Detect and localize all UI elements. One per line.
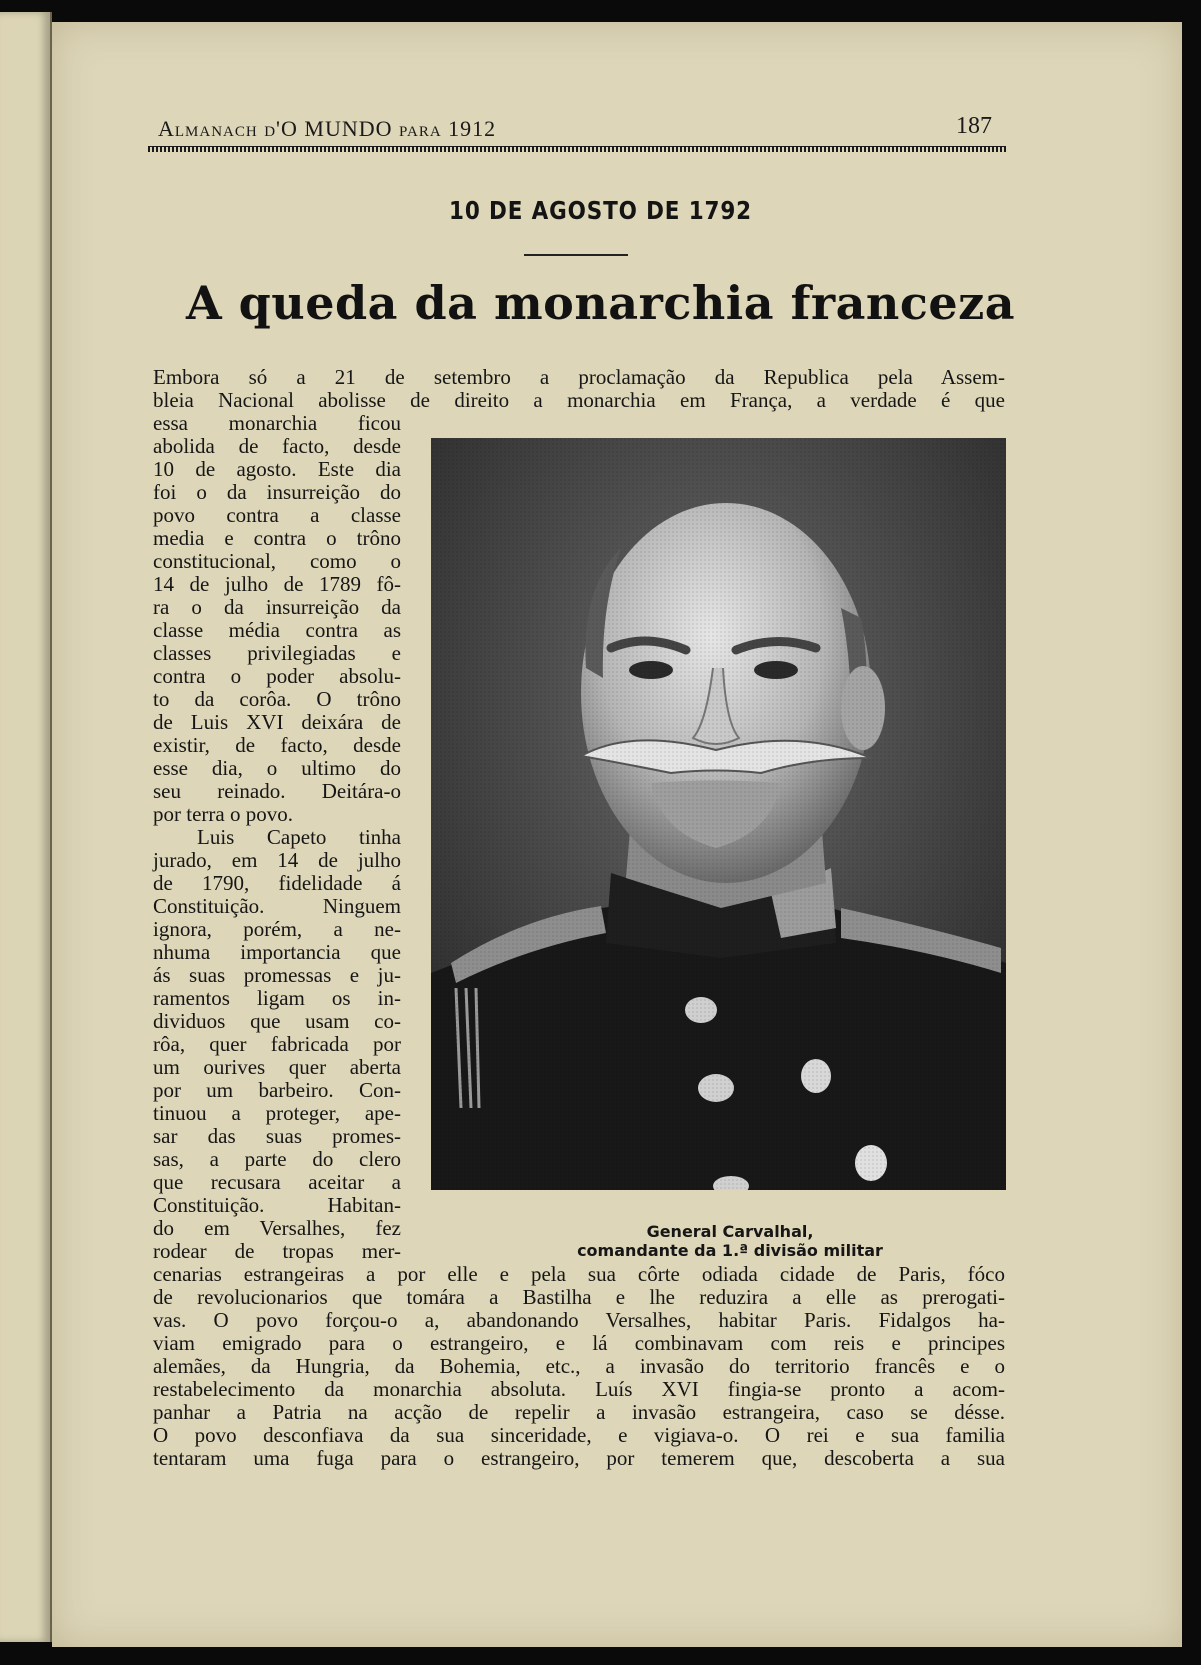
- body-line: rôa, quer fabricada por: [153, 1032, 401, 1056]
- body-line: esse dia, o ultimo do: [153, 756, 401, 780]
- body-line: Luis Capeto tinha: [197, 825, 401, 849]
- body-line: media e contra o trôno: [153, 526, 401, 550]
- body-line: Embora só a 21 de setembro a proclamação da Republica pela Assem-: [153, 365, 1005, 389]
- body-line: ás suas promessas e ju-: [153, 963, 401, 987]
- article-title: A queda da monarchia franceza: [185, 276, 1016, 330]
- body-line: bleia Nacional abolisse de direito a monarchia em França, a verdade é que: [153, 388, 1005, 412]
- body-line: nhuma importancia que: [153, 940, 401, 964]
- body-line: to da corôa. O trôno: [153, 687, 401, 711]
- body-line: constitucional, como o: [153, 549, 401, 573]
- body-line: Constituição. Habitan-: [153, 1193, 401, 1217]
- body-line: povo contra a classe: [153, 503, 401, 527]
- portrait-photo: [431, 438, 1006, 1190]
- body-line: existir, de facto, desde: [153, 733, 401, 757]
- body-line: classe média contra as: [153, 618, 401, 642]
- body-line: foi o da insurreição do: [153, 480, 401, 504]
- body-line: sar das suas promes-: [153, 1124, 401, 1148]
- body-line: ramentos ligam os in-: [153, 986, 401, 1010]
- body-line: um ourives quer aberta: [153, 1055, 401, 1079]
- body-line: tentaram uma fuga para o estrangeiro, por temerem que, descoberta a sua: [153, 1446, 1005, 1470]
- caption-line-role: comandante da 1.ª divisão militar: [577, 1241, 883, 1260]
- body-line: de revolucionarios que tomára a Bastilha e lhe reduzira a elle as prerogati-: [153, 1285, 1005, 1309]
- body-line: jurado, em 14 de julho: [153, 848, 401, 872]
- body-line: do em Versalhes, fez: [153, 1216, 401, 1240]
- body-line: 10 de agosto. Este dia: [153, 457, 401, 481]
- body-line: ra o da insurreição da: [153, 595, 401, 619]
- body-line: por um barbeiro. Con-: [153, 1078, 401, 1102]
- page-number: 187: [956, 113, 992, 139]
- body-line: de Luis XVI deixára de: [153, 710, 401, 734]
- body-line: O povo desconfiava da sua sinceridade, e vigiava-o. O rei e sua familia: [153, 1423, 1005, 1447]
- body-line: vas. O povo forçou-o a, abandonando Versalhes, habitar Paris. Fidalgos ha-: [153, 1308, 1005, 1332]
- caption-line-name: General Carvalhal,: [646, 1222, 814, 1241]
- body-line: cenarias estrangeiras a por elle e pela sua côrte odiada cidade de Paris, fóco: [153, 1262, 1005, 1286]
- body-line: que recusara aceitar a: [153, 1170, 401, 1194]
- body-line: tinuou a proteger, ape-: [153, 1101, 401, 1125]
- previous-page-edge: [0, 12, 52, 1642]
- photo-caption: [540, 1222, 920, 1260]
- body-line: rodear de tropas mer-: [153, 1239, 401, 1263]
- body-line: dividuos que usam co-: [153, 1009, 401, 1033]
- body-line: de 1790, fidelidade á: [153, 871, 401, 895]
- body-line: sas, a parte do clero: [153, 1147, 401, 1171]
- body-line: classes privilegiadas e: [153, 641, 401, 665]
- body-line: essa monarchia ficou: [153, 411, 401, 435]
- running-header: [158, 113, 1000, 144]
- body-line: por terra o povo.: [153, 802, 293, 826]
- body-line: abolida de facto, desde: [153, 434, 401, 458]
- body-line: seu reinado. Deitára-o: [153, 779, 401, 803]
- date-heading: 10 DE AGOSTO DE 1792: [449, 196, 752, 225]
- running-title: Almanach d'O MUNDO para 1912: [158, 116, 497, 141]
- body-line: Constituição. Ninguem: [153, 894, 401, 918]
- body-line: contra o poder absolu-: [153, 664, 401, 688]
- body-line: 14 de julho de 1789 fô-: [153, 572, 401, 596]
- title-divider: [524, 254, 628, 256]
- body-line: alemães, da Hungria, da Bohemia, etc., a invasão do territorio francês e o: [153, 1354, 1005, 1378]
- portrait-illustration: [431, 438, 1006, 1190]
- body-line: ignora, porém, a ne-: [153, 917, 401, 941]
- body-line: restabelecimento da monarchia absoluta. Luís XVI fingia-se pronto a acom-: [153, 1377, 1005, 1401]
- body-line: viam emigrado para o estrangeiro, e lá combinavam com reis e principes: [153, 1331, 1005, 1355]
- header-rule: [148, 146, 1006, 152]
- body-line: panhar a Patria na acção de repelir a invasão estrangeira, caso se désse.: [153, 1400, 1005, 1424]
